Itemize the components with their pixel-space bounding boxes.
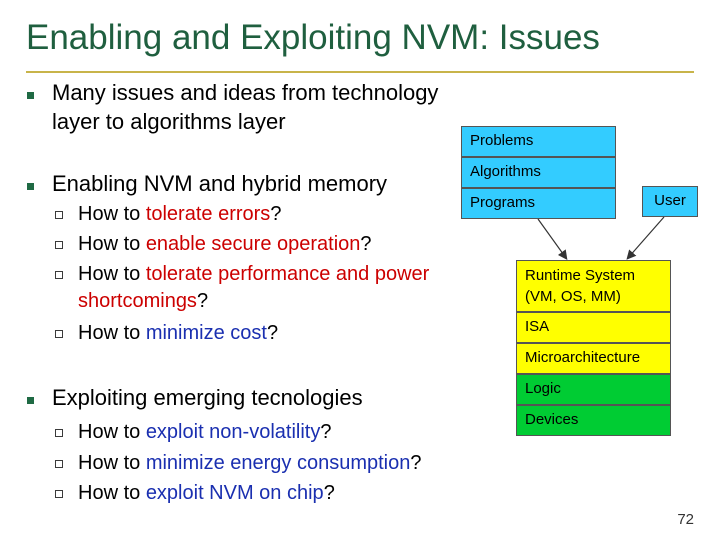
page-number: 72 (677, 511, 694, 528)
layer-algorithms: Algorithms (461, 157, 616, 188)
sub-item-performance-power-cont: shortcomings? (78, 290, 209, 312)
slide-title: Enabling and Exploiting NVM: Issues (26, 18, 600, 57)
layer-programs: Programs (461, 188, 616, 219)
sub-item-energy: How to minimize energy consumption? (78, 452, 422, 474)
layer-microarchitecture: Microarchitecture (516, 343, 671, 374)
runtime-line-2: (VM, OS, MM) (525, 288, 621, 305)
runtime-line-1: Runtime System (525, 267, 636, 284)
layer-problems: Problems (461, 126, 616, 157)
bullet-1-line-1: Many issues and ideas from technology (52, 80, 439, 105)
bullet-2-text: Enabling NVM and hybrid memory (52, 171, 388, 196)
sub-item-tolerate-errors: How to tolerate errors? (78, 203, 282, 225)
sub-item-non-volatility: How to exploit non-volatility? (78, 421, 332, 443)
bullet-1-line-2: layer to algorithms layer (52, 109, 286, 134)
layer-devices: Devices (516, 405, 671, 436)
bullet-3-text: Exploiting emerging tecnologies (52, 385, 363, 410)
sub-item-performance-power: How to tolerate performance and power (78, 263, 430, 285)
sub-item-nvm-on-chip: How to exploit NVM on chip? (78, 482, 335, 504)
arrow-programs-to-runtime (538, 219, 566, 258)
layer-logic: Logic (516, 374, 671, 405)
layer-isa: ISA (516, 312, 671, 343)
arrow-user-to-runtime (628, 217, 664, 258)
sub-item-minimize-cost: How to minimize cost? (78, 322, 279, 344)
layer-user: User (642, 186, 698, 217)
sub-item-secure-operation: How to enable secure operation? (78, 233, 372, 255)
